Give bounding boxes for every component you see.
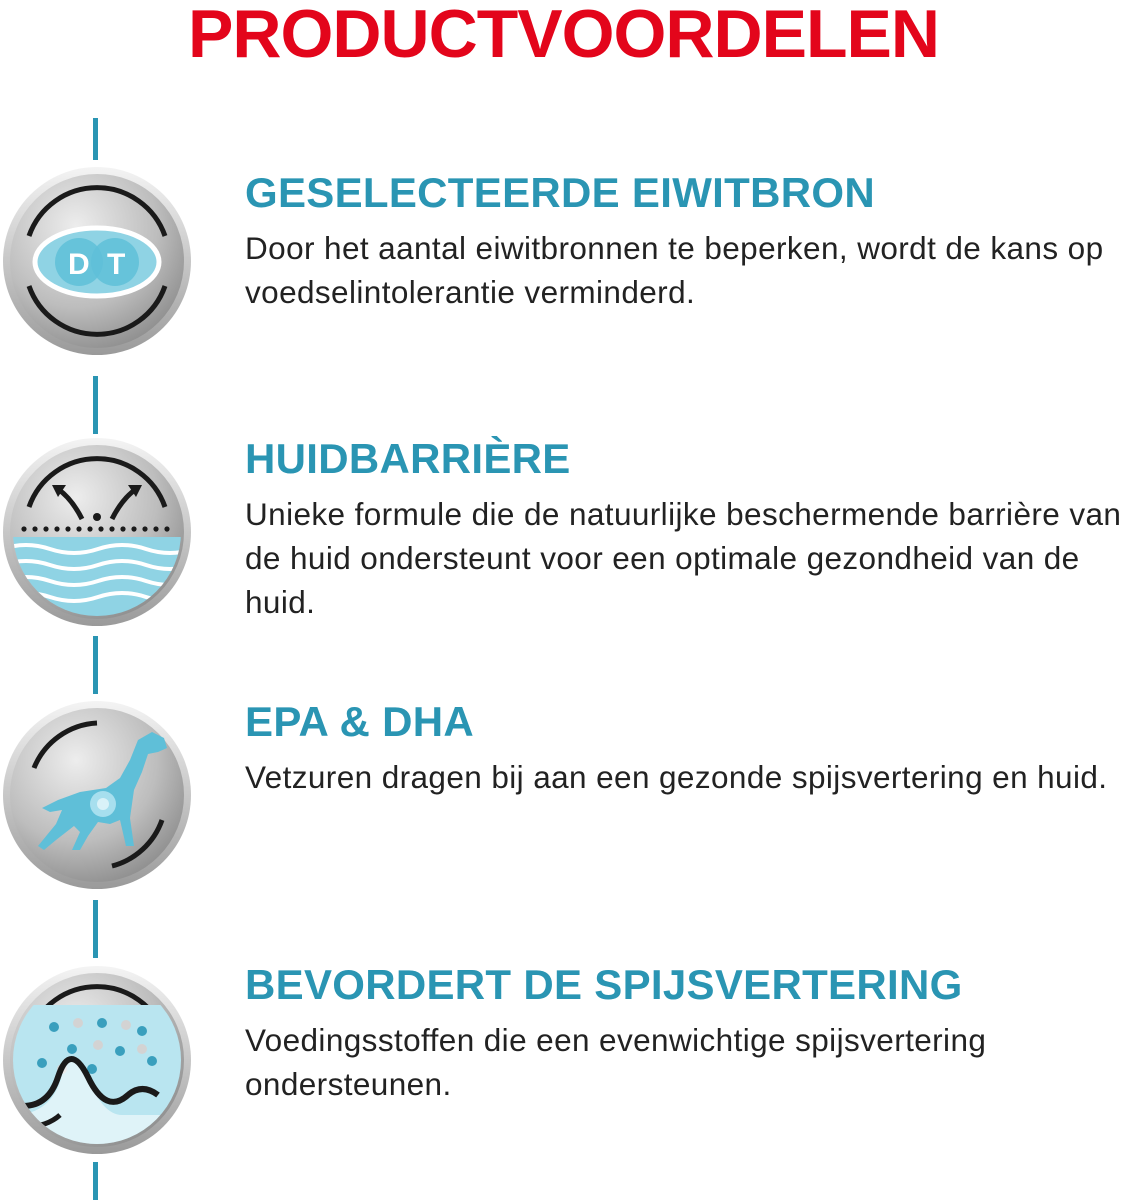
feature-description: Unieke formule die de natuurlijke beschermende barrière van de huid ondersteunt voor een optimale gezondheid van de huid. [245, 496, 1122, 620]
protein-source-icon [2, 166, 192, 356]
page-title: PRODUCTVOORDELEN [188, 0, 939, 72]
feature-heading: BEVORDERT DE SPIJSVERTERING [245, 961, 963, 1008]
timeline-line [93, 636, 98, 694]
skin-barrier-icon [2, 437, 192, 627]
timeline-line [93, 1162, 98, 1200]
feature-heading: HUIDBARRIÈRE [245, 435, 571, 482]
feature-description: Door het aantal eiwitbronnen te beperken, wordt de kans op voedselintolerantie verminderd. [245, 230, 1104, 310]
feature-description: Voedingsstoffen die een evenwichtige spijsvertering ondersteunen. [245, 1022, 987, 1102]
icon-letter: D [68, 248, 90, 281]
feature-description: Vetzuren dragen bij aan een gezonde spijsvertering en huid. [245, 759, 1108, 795]
timeline-line [93, 900, 98, 958]
feature-heading: EPA & DHA [245, 698, 475, 745]
dog-icon [2, 700, 192, 890]
feature-protein-source [245, 170, 1125, 314]
icon-letter: T [107, 248, 126, 281]
timeline-line [93, 376, 98, 434]
feature-heading: GESELECTEERDE EIWITBRON [245, 169, 875, 216]
timeline-line [93, 118, 98, 160]
digestion-icon [2, 965, 192, 1155]
feature-skin-barrier [245, 436, 1125, 624]
feature-epa-dha [245, 699, 1125, 799]
feature-digestion [245, 962, 1125, 1106]
